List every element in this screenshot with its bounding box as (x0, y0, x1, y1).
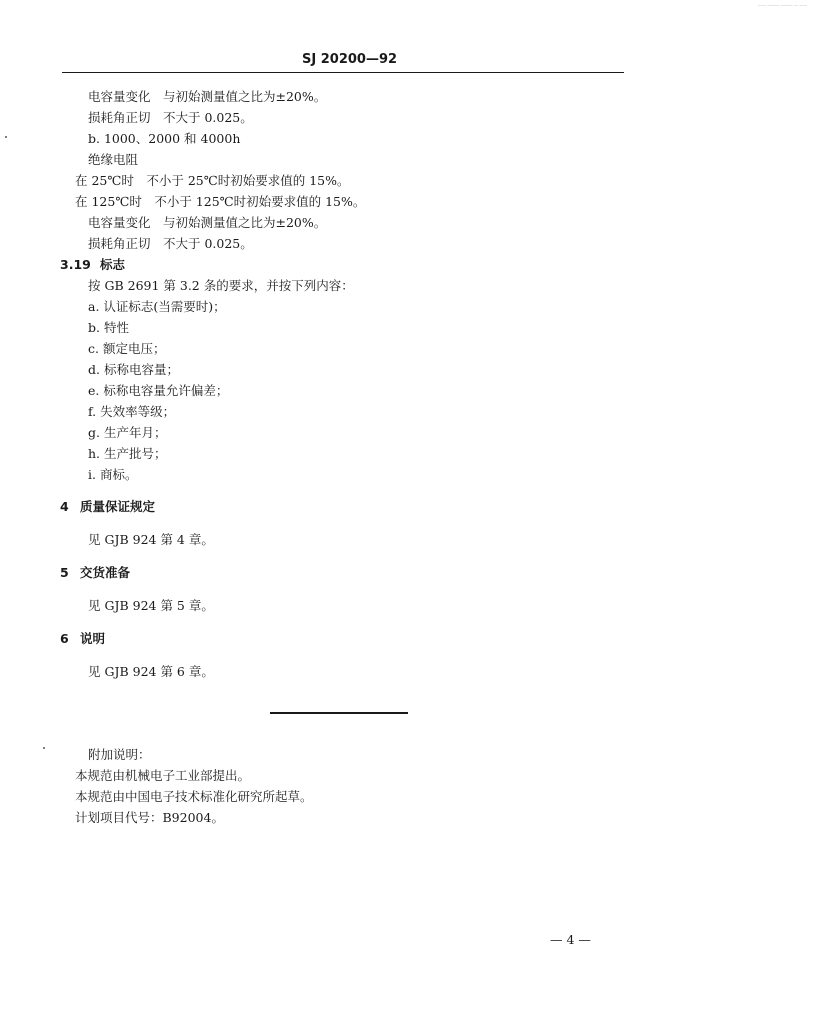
text-line: 损耗角正切 不大于 0.025。 (88, 236, 253, 251)
appendix-title: 附加说明： (88, 747, 151, 762)
section-title: 标志 (100, 257, 126, 272)
page-number: — 4 — (550, 932, 591, 947)
section-intro: 按 GB 2691 第 3.2 条的要求，并按下列内容： (88, 278, 354, 293)
list-item: f. 失效率等级； (88, 404, 176, 419)
section-body: 见 GJB 924 第 5 章。 (88, 598, 214, 613)
list-item: c. 额定电压； (88, 341, 166, 356)
section-number: 3.19 (60, 257, 91, 272)
end-rule (270, 712, 408, 714)
list-item: i. 商标。 (88, 467, 138, 482)
section-title: 说明 (80, 631, 106, 646)
list-item: h. 生产批号； (88, 446, 167, 461)
section-number: 4 (60, 499, 69, 514)
list-item: a. 认证标志(当需要时)； (88, 299, 226, 314)
appendix-line: 本规范由中国电子技术标准化研究所起草。 (75, 789, 313, 804)
doc-number: SJ 20200—92 (302, 52, 398, 67)
text-line: 电容量变化 与初始测量值之比为±20%。 (88, 89, 327, 104)
section-number: 5 (60, 565, 69, 580)
text-line: 损耗角正切 不大于 0.025。 (88, 110, 253, 125)
text-line: b. 1000、2000 和 4000h (88, 131, 241, 146)
list-item: d. 标称电容量； (88, 362, 179, 377)
text-line: 在 25℃时 不小于 25℃时初始要求值的 15%。 (75, 173, 350, 188)
text-line: 在 125℃时 不小于 125℃时初始要求值的 15%。 (75, 194, 366, 209)
list-item: g. 生产年月； (88, 425, 167, 440)
header-rule (62, 72, 624, 73)
section-body: 见 GJB 924 第 4 章。 (88, 532, 214, 547)
section-title: 交货准备 (80, 565, 131, 580)
appendix-line: 计划项目代号：B92004。 (75, 810, 224, 825)
section-body: 见 GJB 924 第 6 章。 (88, 664, 214, 679)
scan-speck (5, 136, 7, 138)
list-item: e. 标称电容量允许偏差； (88, 383, 229, 398)
text-line: 电容量变化 与初始测量值之比为±20%。 (88, 215, 327, 230)
text-line: 绝缘电阻 (88, 152, 139, 167)
appendix-line: 本规范由机械电子工业部提出。 (75, 768, 251, 783)
section-title: 质量保证规定 (80, 499, 156, 514)
list-item: b. 特性 (88, 320, 129, 335)
scan-speck (43, 747, 45, 749)
corner-mark: —— ——— ——— — —— (758, 2, 808, 7)
section-number: 6 (60, 631, 69, 646)
